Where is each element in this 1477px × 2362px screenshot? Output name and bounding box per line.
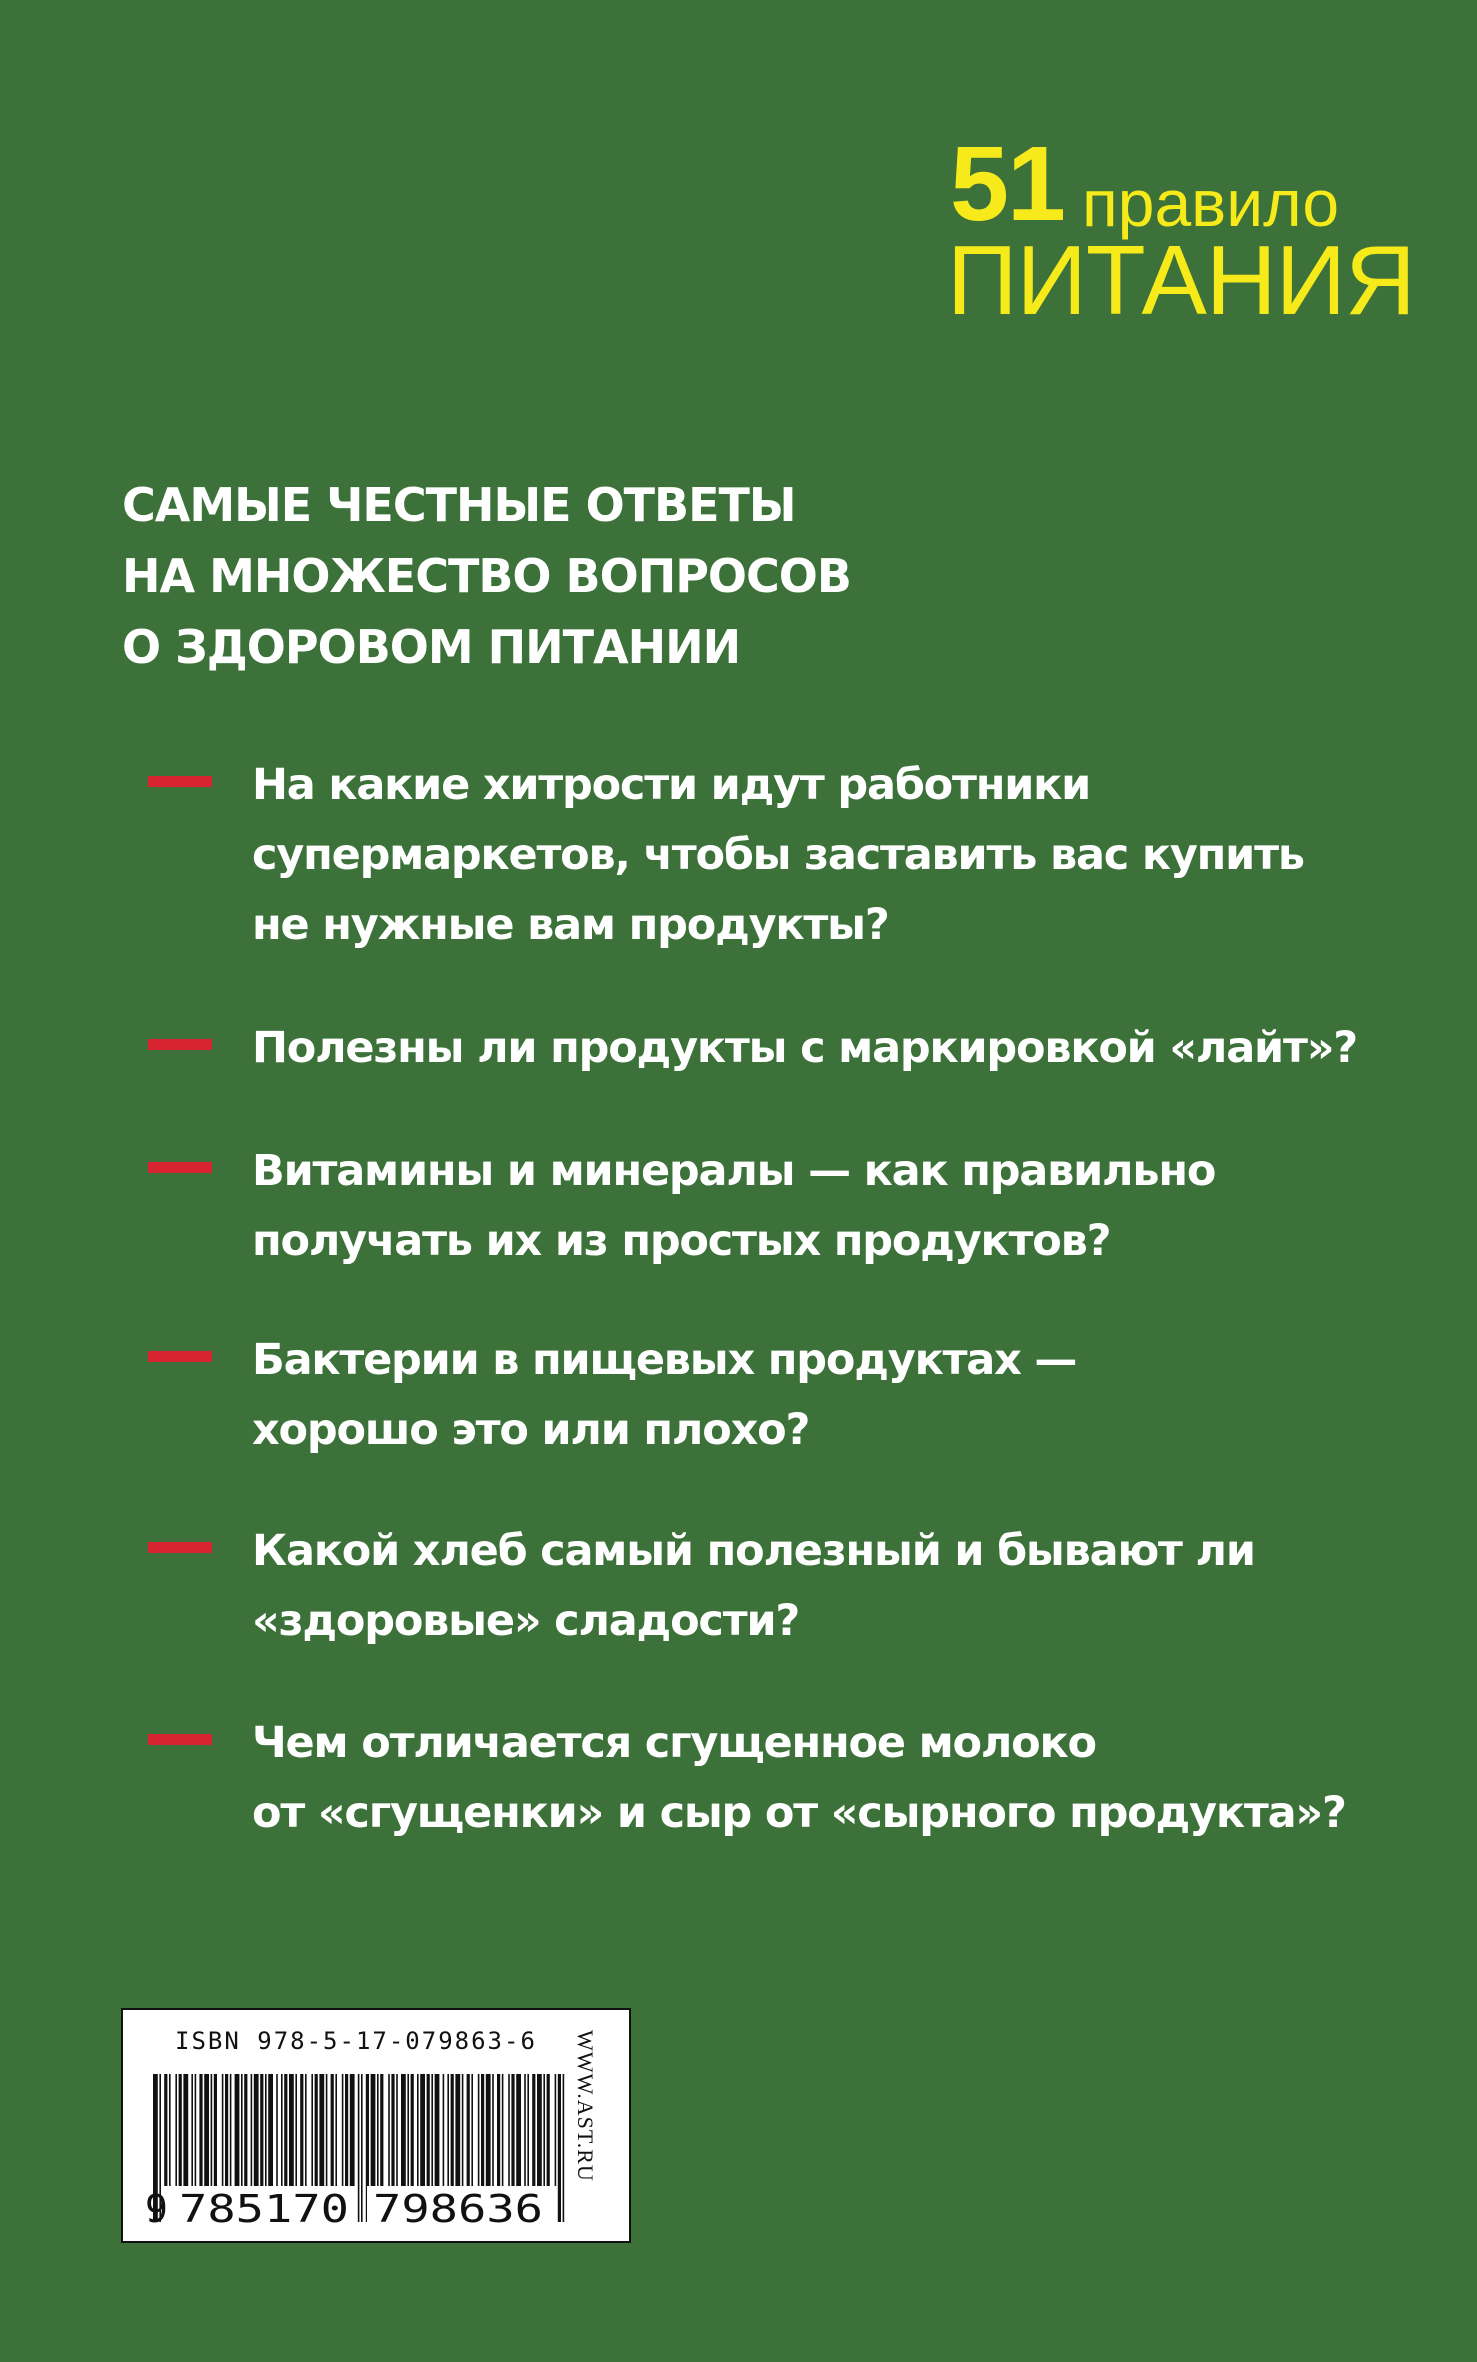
bullet-line: На какие хитрости идут работники xyxy=(252,760,1091,810)
barcode-bar xyxy=(169,2074,171,2186)
barcode-bar xyxy=(311,2074,313,2186)
barcode-bar xyxy=(417,2074,419,2186)
barcode-digit-group-1: 785170 xyxy=(179,2187,349,2230)
barcode-bar xyxy=(435,2074,440,2186)
barcode-bar xyxy=(411,2074,414,2186)
bullet-line: Бактерии в пищевых продуктах — xyxy=(252,1335,1077,1385)
barcode-bar xyxy=(251,2074,253,2186)
heading-line: О ЗДОРОВОМ ПИТАНИИ xyxy=(122,620,741,674)
bullet-line: получать их из простых продуктов? xyxy=(252,1216,1111,1266)
barcode-bar xyxy=(284,2074,287,2186)
barcode-bar xyxy=(315,2074,318,2186)
barcode-bar xyxy=(335,2074,337,2186)
barcode-bar xyxy=(502,2074,504,2186)
barcode-bar xyxy=(508,2074,510,2186)
red-dash-icon xyxy=(148,1351,212,1362)
barcode-bar xyxy=(276,2074,278,2186)
barcode-bar xyxy=(222,2074,224,2186)
red-dash-icon xyxy=(148,1734,212,1745)
bullet-line: Полезны ли продукты с маркировкой «лайт»? xyxy=(252,1023,1358,1073)
bullet-line: «здоровые» сладости? xyxy=(252,1596,800,1646)
barcode-bar xyxy=(225,2074,228,2186)
barcode-bar xyxy=(183,2074,188,2186)
barcode-bar xyxy=(326,2074,328,2186)
barcode-bar xyxy=(420,2074,425,2186)
barcode-bar xyxy=(268,2074,273,2186)
barcode-bar xyxy=(214,2074,217,2186)
barcode-bar xyxy=(380,2074,383,2186)
bullet-line: хорошо это или плохо? xyxy=(252,1405,810,1455)
bullet-text xyxy=(252,1136,1215,1276)
barcode-bar xyxy=(497,2074,500,2186)
barcode-bar xyxy=(319,2074,324,2186)
barcode-bar xyxy=(342,2074,344,2186)
heading-line: НА МНОЖЕСТВО ВОПРОСОВ xyxy=(122,549,851,603)
barcode-bar xyxy=(265,2074,267,2186)
bullet-text xyxy=(252,1013,1357,1083)
bullet-line: не нужные вам продукты? xyxy=(252,900,889,950)
barcode-bar xyxy=(371,2074,376,2186)
barcode-bar xyxy=(179,2074,182,2186)
barcode-bar xyxy=(295,2074,297,2186)
barcode-bar xyxy=(244,2074,247,2186)
barcode-bar xyxy=(486,2074,491,2186)
barcode-bar xyxy=(195,2074,197,2186)
barcode-bar xyxy=(235,2074,240,2186)
website-text: WWW.AST.RU xyxy=(573,2030,598,2182)
barcode-bar xyxy=(281,2074,283,2186)
barcode-bar xyxy=(345,2074,348,2186)
barcode-bar xyxy=(447,2074,449,2186)
heading xyxy=(122,470,851,683)
red-dash-icon xyxy=(148,1162,212,1173)
red-dash-icon xyxy=(148,1039,212,1050)
barcode-digit-first: 9 xyxy=(145,2187,168,2230)
barcode-bar xyxy=(547,2074,550,2186)
barcode-bar xyxy=(451,2074,454,2186)
barcode-bar xyxy=(455,2074,460,2186)
barcode-bar xyxy=(175,2074,177,2186)
barcode-bar xyxy=(377,2074,379,2186)
barcode-bar xyxy=(331,2074,334,2186)
red-dash-icon xyxy=(148,776,212,787)
barcode-bar xyxy=(431,2074,433,2186)
title-word: правило xyxy=(1082,166,1340,240)
bullet-line: Витамины и минералы — как правильно xyxy=(252,1146,1216,1196)
barcode-bar xyxy=(537,2074,542,2186)
isbn-number: 978-5-17-079863-6 xyxy=(257,2027,537,2055)
barcode-bar xyxy=(524,2074,526,2186)
barcode-bar xyxy=(532,2074,535,2186)
barcode-bar xyxy=(407,2074,409,2186)
barcode-bar xyxy=(211,2074,213,2186)
barcode-bar xyxy=(516,2074,521,2186)
barcode-bar xyxy=(467,2074,470,2186)
bullet-text xyxy=(252,1708,1346,1848)
barcode-bar xyxy=(305,2074,307,2186)
barcode-bar xyxy=(492,2074,494,2186)
barcode-bar xyxy=(230,2074,232,2186)
barcode-bar xyxy=(555,2074,557,2186)
title-line-2: ПИТАНИЯ xyxy=(947,225,1415,335)
bullet-line: от «сгущенки» и сыр от «сырного продукта»? xyxy=(252,1788,1346,1838)
barcode-bar xyxy=(260,2074,263,2186)
bullet-line: Какой хлеб самый полезный и бывают ли xyxy=(252,1526,1255,1576)
barcode-digits xyxy=(145,2186,575,2230)
barcode-bar xyxy=(462,2074,464,2186)
barcode-bar xyxy=(511,2074,514,2186)
barcode-bar xyxy=(543,2074,545,2186)
barcode-bar xyxy=(471,2074,473,2186)
bullet-text xyxy=(252,1325,1076,1465)
bullet-text xyxy=(252,1516,1255,1656)
barcode-bar xyxy=(388,2074,390,2186)
barcode-bar xyxy=(191,2074,193,2186)
barcode-bar xyxy=(391,2074,394,2186)
barcode-bar xyxy=(401,2074,406,2186)
barcode-bar xyxy=(164,2074,167,2186)
barcode-bar xyxy=(300,2074,303,2186)
barcode-bar xyxy=(427,2074,430,2186)
barcode-box xyxy=(121,2008,631,2243)
barcode-bar xyxy=(241,2074,243,2186)
barcode-digit-group-2: 798636 xyxy=(373,2187,543,2230)
isbn-line xyxy=(175,2026,537,2056)
heading-line: САМЫЕ ЧЕСТНЫЕ ОТВЕТЫ xyxy=(122,478,796,532)
barcode-bar xyxy=(289,2074,294,2186)
barcode-bar xyxy=(478,2074,480,2186)
red-dash-icon xyxy=(148,1542,212,1553)
isbn-label: ISBN xyxy=(175,2027,241,2055)
bullet-line: супермаркетов, чтобы заставить вас купить xyxy=(252,830,1304,880)
title-number: 51 xyxy=(950,125,1064,243)
barcode-bar xyxy=(396,2074,398,2186)
bullet-line: Чем отличается сгущенное молоко xyxy=(252,1718,1096,1768)
barcode-bar xyxy=(527,2074,529,2186)
publisher-website xyxy=(573,2030,614,2220)
barcode-bar xyxy=(443,2074,445,2186)
bullet-text xyxy=(252,750,1304,960)
barcode-bar xyxy=(350,2074,355,2186)
barcode-bar xyxy=(199,2074,202,2186)
barcode-bar xyxy=(204,2074,209,2186)
barcode-bar xyxy=(481,2074,484,2186)
barcode-bar xyxy=(254,2074,259,2186)
